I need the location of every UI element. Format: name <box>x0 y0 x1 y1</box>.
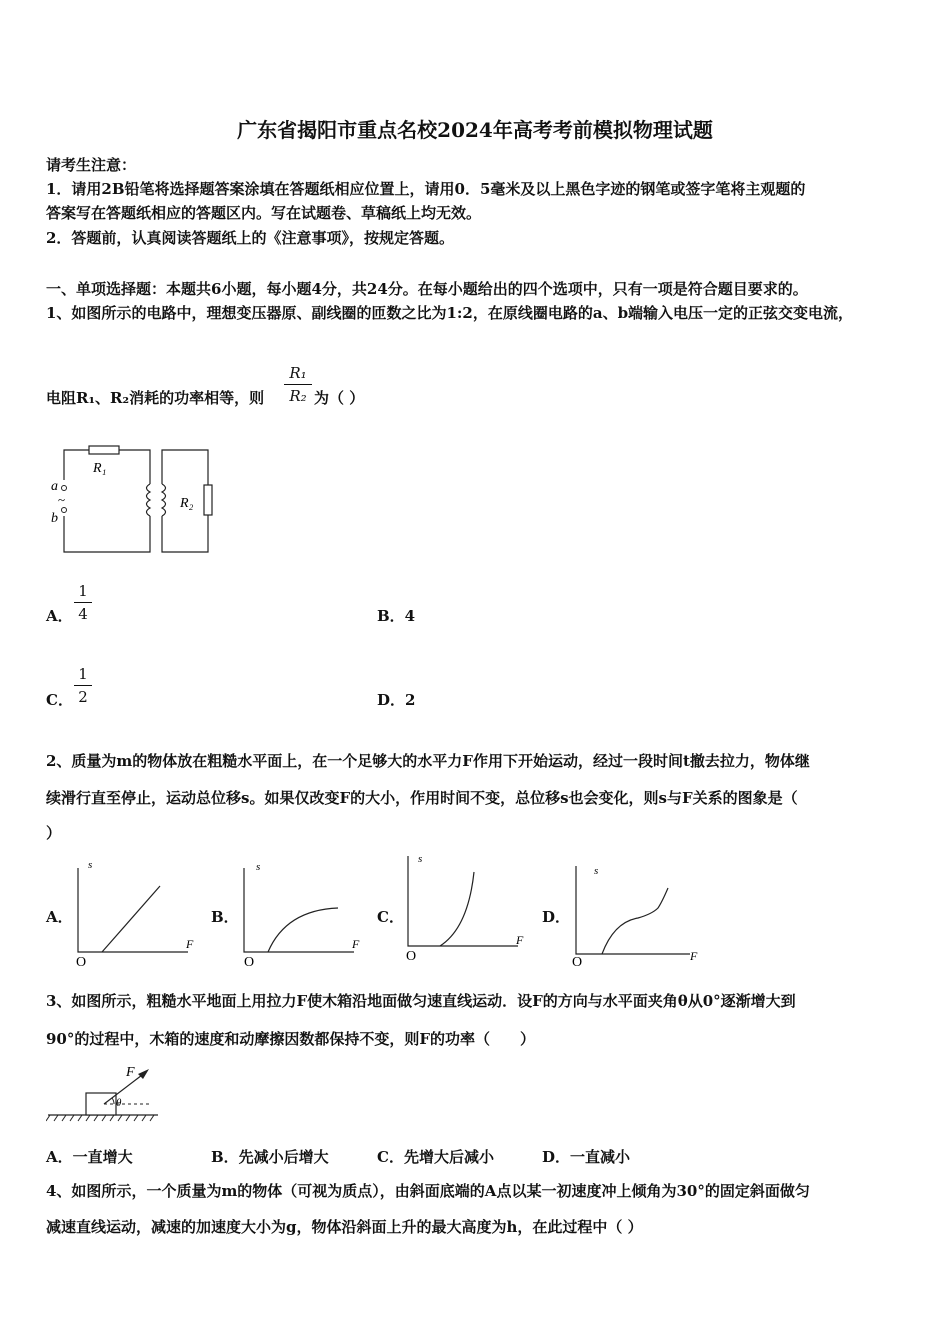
terminal-b <box>62 508 67 513</box>
label-r2: R₂ <box>180 496 194 511</box>
q2-d-curve <box>602 888 668 954</box>
force-arrow <box>104 1072 146 1104</box>
q3-option-c: C．先增大后减小 <box>377 1148 494 1166</box>
q1-option-c-numerator: 1 <box>78 665 88 683</box>
q1-text-line2-pre: 电阻R₁、R₂消耗的功率相等，则 <box>46 389 265 407</box>
q1-text-line1: 1、如图所示的电路中，理想变压器原、副线圈的匝数之比为1:2，在原线圈电路的a、b端输入电压一定的正弦交变电流， <box>46 304 854 322</box>
q1-option-a-numerator: 1 <box>78 582 88 600</box>
q1-option-a-label: A． <box>46 607 73 625</box>
q4-text-line2: 减速直线运动，减速的加速度大小为g，物体沿斜面上升的最大高度为h，在此过程中（ ） <box>46 1218 643 1236</box>
q1-option-c-fraction <box>74 665 92 706</box>
q1-option-a-bar <box>74 602 92 603</box>
q3-text-line1: 3、如图所示，粗糙水平地面上用拉力F使木箱沿地面做匀速直线运动．设F的方向与水平面夹角θ从0°逐渐增大到 <box>46 992 796 1010</box>
q2-d-axis-s: s <box>594 865 599 877</box>
notice-line-2: 2．答题前，认真阅读答题纸上的《注意事项》，按规定答题。 <box>46 229 454 247</box>
notice-heading: 请考生注意： <box>46 156 137 174</box>
q1-ratio-denominator: R₂ <box>289 387 307 405</box>
q2-option-b-label: B． <box>211 908 239 926</box>
q2-c-axis-f: F <box>516 933 524 947</box>
q2-a-axis-s: s <box>88 859 93 871</box>
q1-option-a-fraction <box>74 582 92 623</box>
q2-option-c-label: C． <box>377 908 404 926</box>
q1-ratio-numerator: R₁ <box>289 364 307 382</box>
q3-box-diagram <box>46 1062 170 1128</box>
q2-graph-a <box>70 852 200 970</box>
q2-c-axis-s: s <box>418 853 423 865</box>
ac-source-symbol: ~ <box>58 492 66 507</box>
q2-graph-b <box>236 852 366 970</box>
resistor-r1 <box>89 446 119 454</box>
notice-line-1b: 答案写在答题纸相应的答题区内。写在试题卷、草稿纸上均无效。 <box>46 204 482 222</box>
q3-text-line2: 90°的过程中，木箱的速度和动摩擦因数都保持不变，则F的功率（ ） <box>46 1030 536 1048</box>
q2-b-origin: O <box>244 955 255 970</box>
q1-ratio-bar <box>284 384 312 385</box>
q3-option-b: B．先减小后增大 <box>211 1148 329 1166</box>
q3-option-a: A．一直增大 <box>46 1148 133 1166</box>
label-a: a <box>51 479 58 494</box>
q2-option-a-label: A． <box>46 908 73 926</box>
label-b: b <box>51 511 58 526</box>
q4-text-line1: 4、如图所示，一个质量为m的物体（可视为质点），由斜面底端的A点以某一初速度冲上倾角为30°的固定斜面做匀 <box>46 1182 810 1200</box>
q2-text-line2: 续滑行直至停止，运动总位移s。如果仅改变F的大小，作用时间不变，总位移s也会变化，则s与F关系的图象是（ <box>46 789 798 807</box>
q2-b-curve <box>268 908 338 952</box>
secondary-coil <box>162 484 166 516</box>
terminal-a <box>62 486 67 491</box>
q2-d-origin: O <box>572 955 583 970</box>
q2-b-axis-f: F <box>352 937 360 951</box>
resistor-r2 <box>204 485 212 515</box>
section-heading: 一、单项选择题：本题共6小题，每小题4分，共24分。在每小题给出的四个选项中，只有一项是符合题目要求的。 <box>46 280 808 298</box>
primary-coil <box>147 484 151 516</box>
page-title: 广东省揭阳市重点名校2024年高考考前模拟物理试题 <box>237 118 713 142</box>
q1-option-c-denominator: 2 <box>78 688 88 706</box>
q1-ratio-fraction <box>284 364 312 405</box>
label-force: F <box>126 1065 135 1080</box>
q1-option-d: D．2 <box>377 691 416 709</box>
q1-option-b: B．4 <box>377 607 416 625</box>
q2-c-origin: O <box>406 949 417 964</box>
q2-graph-d <box>566 852 706 970</box>
q2-a-curve <box>102 886 160 952</box>
q1-option-a-denominator: 4 <box>78 605 88 623</box>
q2-option-d-label: D． <box>542 908 571 926</box>
q3-option-d: D．一直减小 <box>542 1148 631 1166</box>
q1-option-c-label: C． <box>46 691 73 709</box>
q2-graph-c <box>400 848 530 966</box>
q2-b-axis-s: s <box>256 861 261 873</box>
notice-line-1a: 1．请用2B铅笔将选择题答案涂填在答题纸相应位置上，请用0．5毫米及以上黑色字迹的钢笔或签字笔将主观题的 <box>46 180 806 198</box>
q1-option-c-bar <box>74 685 92 686</box>
label-r1: R₁ <box>93 461 107 476</box>
q2-d-axis-f: F <box>690 949 698 963</box>
q2-text-line1: 2、质量为m的物体放在粗糙水平面上，在一个足够大的水平力F作用下开始运动，经过一段时间t撤去拉力，物体继 <box>46 752 810 770</box>
label-theta: θ <box>116 1097 122 1109</box>
q2-a-axis-f: F <box>186 937 194 951</box>
q1-circuit-diagram <box>44 438 224 560</box>
q1-text-line2-post: 为（ ） <box>314 389 365 407</box>
q2-c-curve <box>440 872 474 946</box>
q2-text-line3: ） <box>46 824 62 842</box>
q2-a-origin: O <box>76 955 87 970</box>
